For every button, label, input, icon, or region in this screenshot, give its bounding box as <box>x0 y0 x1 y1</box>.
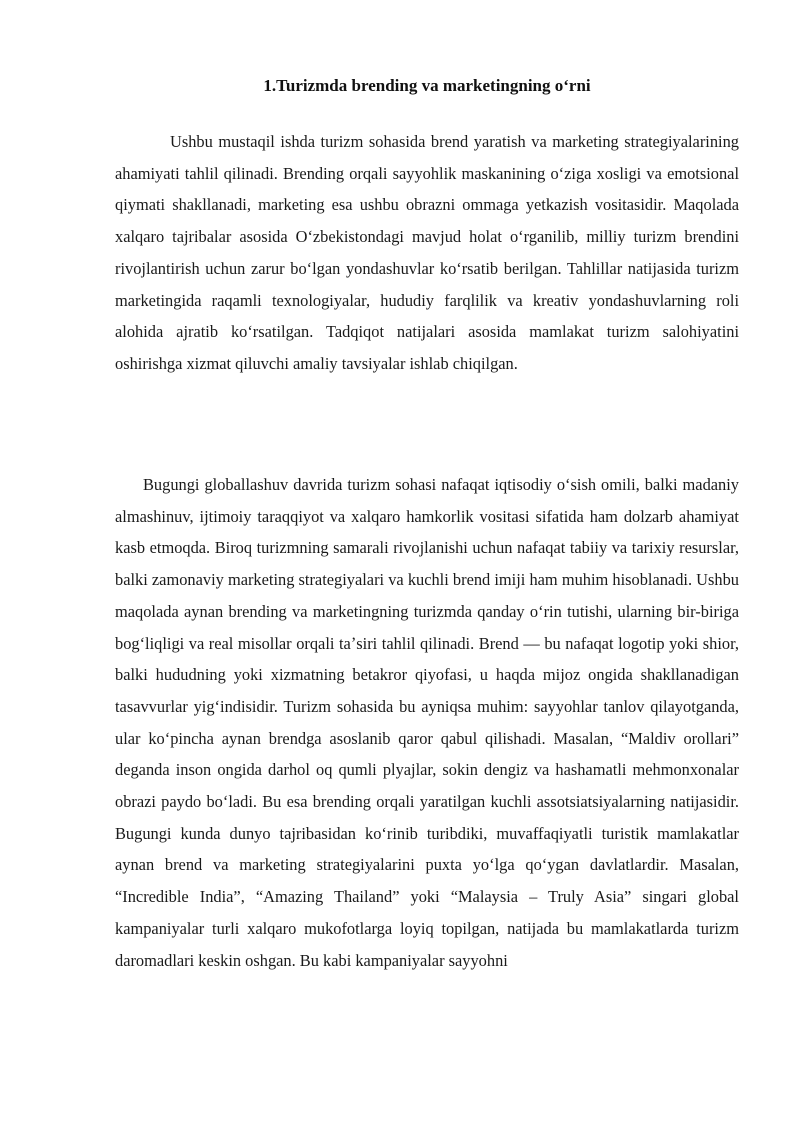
document-title: 1.Turizmda brending va marketingning oʻrni <box>263 76 591 95</box>
abstract-paragraph: Ushbu mustaqil ishda turizm sohasida brend yaratish va marketing strategiyalarining ahamiyati tahlil qilinadi. Brending orqali sayyohlik maskanining oʻziga xosligi va emotsional qiymati shakllanadi, marketing esa ushbu obrazni ommaga yetkazish vositasidir. Maqolada xalqaro tajribalar asosida Oʻzbekistondagi mavjud holat oʻrganilib, milliy turizm brendini rivojlantirish uchun zarur boʻlgan yondashuvlar koʻrsatib berilgan. Tahlillar natijasida turizm marketingida raqamli texnologiyalar, hududiy farqlilik va kreativ yondashuvlarning roli alohida ajratib koʻrsatilgan. Tadqiqot natijalari asosida mamlakat turizm salohiyatini oshirishga xizmat qiluvchi amaliy tavsiyalar ishlab chiqilgan. <box>115 132 739 373</box>
body-paragraph: Bugungi globallashuv davrida turizm sohasi nafaqat iqtisodiy oʻsish omili, balki madaniy almashinuv, ijtimoiy taraqqiyot va xalqaro hamkorlik vositasi sifatida ham dolzarb ahamiyat kasb etmoqda. Biroq turizmning samarali rivojlanishi uchun nafaqat tabiiy va tarixiy resurslar, balki zamonaviy marketing strategiyalari va kuchli brend imiji ham muhim hisoblanadi. Ushbu maqolada aynan brending va marketingning turizmda qanday oʻrin tutishi, ularning bir-biriga bogʻliqligi va real misollar orqali taʼsiri tahlil qilinadi. Brend — bu nafaqat logotip yoki shior, balki hududning yoki xizmatning betakror qiyofasi, u haqda mijoz ongida shakllanadigan tasavvurlar yigʻindisidir. Turizm sohasida bu ayniqsa muhim: sayyohlar tanlov qilayotganda, ular koʻpincha aynan brendga asoslanib qaror qabul qilishadi. Masalan, “Maldiv orollari” deganda inson ongida darhol oq qumli plyajlar, sokin dengiz va hashamatli mehmonxonalar obrazi paydo boʻladi. Bu esa brending orqali yaratilgan kuchli assotsiatsiyalarning natijasidir. Bugungi kunda dunyo tajribasidan koʻrinib turibdiki, muvaffaqiyatli turistik mamlakatlar aynan brend va marketing strategiyalarini puxta yoʻlga qoʻygan davlatlardir. Masalan, “Incredible India”, “Amazing Thailand” yoki “Malaysia – Truly Asia” singari global kampaniyalar turli xalqaro mukofotlarga loyiq topilgan, natijada bu mamlakatlarda turizm daromadlari keskin oshgan. Bu kabi kampaniyalar sayyohni <box>115 475 739 970</box>
